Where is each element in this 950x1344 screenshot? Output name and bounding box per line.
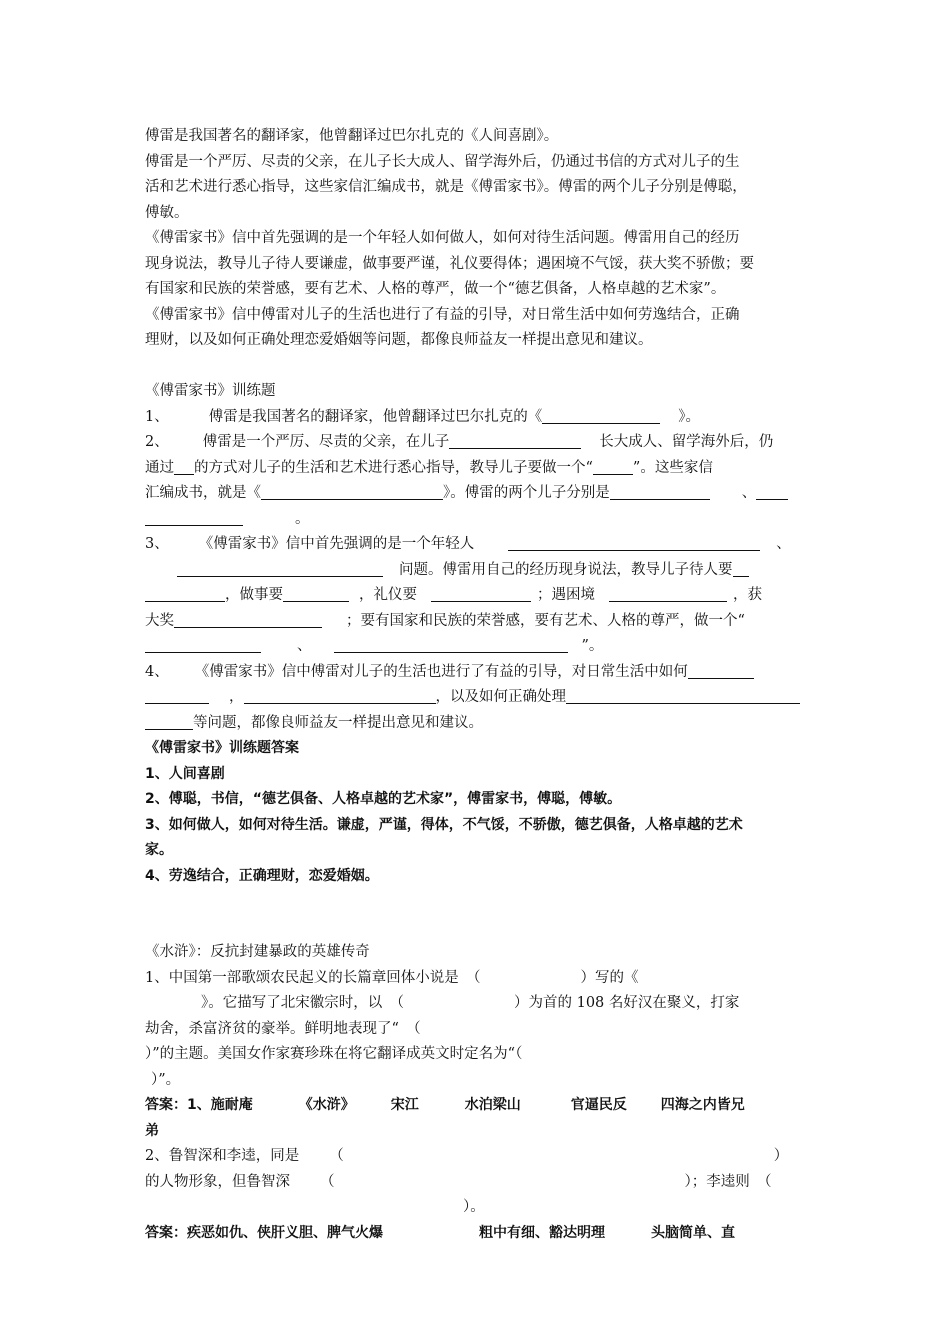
shuihu-answer-2: 答案：疾恶如仇、侠肝义胆、脾气火爆 粗中有细、豁达明理 头脑简单、直 (145, 1224, 735, 1241)
shuihu-q1-cont (145, 1068, 820, 1094)
q-text: 的人物形象，但鲁智深 (145, 1173, 290, 1190)
intro-line: 《傅雷家书》信中首先强调的是一个年轻人如何做人，如何对待生活问题。傅雷用自己的经历 (145, 230, 740, 246)
q-text: 2、鲁智深和李逵，同是 (145, 1148, 300, 1164)
answer-line: 1、人间喜剧 (145, 765, 225, 782)
q-text: 《傅雷家书》信中傅雷对儿子的生活也进行了有益的引导，对日常生活中如何 (194, 663, 688, 680)
q-number: 1、 (145, 408, 169, 425)
exercise-q2-cont (145, 456, 820, 482)
answer-line: 家。 (145, 842, 173, 858)
intro-line: 傅雷是我国著名的翻译家，他曾翻译过巴尔扎克的《人间喜剧》。 (145, 128, 559, 144)
exercise-q3-cont (145, 609, 820, 635)
q-text: 傅雷是一个严厉、尽责的父亲，在儿子 (202, 434, 450, 450)
q-text: ）写的《 (580, 969, 639, 986)
blank-line (145, 915, 820, 941)
q-text: ，以及如何正确处理 (435, 689, 566, 705)
answer-blank[interactable] (542, 406, 660, 424)
exercise-title: 《傅雷家书》训练题 (145, 383, 276, 399)
q-text: ）。 (463, 1199, 485, 1215)
q-text: ；遇困境 (537, 587, 595, 603)
shuihu-q2-cont (145, 1195, 820, 1221)
shuihu-title: 《水浒》：反抗封建暴政的英雄传奇 (145, 944, 370, 960)
document-page (145, 124, 820, 1246)
shuihu-answer-1-cont: 弟 (145, 1122, 159, 1139)
answer-blank[interactable] (145, 686, 209, 704)
intro-line: 理财，以及如何正确处理恋爱婚姻等问题，都像良师益友一样提出意见和建议。 (145, 332, 653, 348)
answer-blank[interactable] (145, 584, 225, 602)
answer-blank[interactable] (145, 635, 261, 653)
answer-blank[interactable] (508, 533, 760, 551)
answer-blank[interactable] (283, 584, 349, 602)
q-text: ，做事要 (225, 587, 283, 603)
exercise-q4-cont (145, 685, 820, 711)
exercise-q1 (145, 405, 820, 431)
answers-title: 《傅雷家书》训练题答案 (145, 740, 299, 756)
exercise-q3-cont (145, 583, 820, 609)
q-text: 的方式对儿子的生活和艺术进行悉心指导，教导儿子要做一个“ (194, 459, 593, 476)
intro-line: 活和艺术进行悉心指导，这些家信汇编成书，就是《傅雷家书》。傅雷的两个儿子分别是傅聪， (145, 179, 747, 195)
answer-line: 3、如何做人，如何对待生活。谦虚，严谨，得体，不气馁，不骄傲，德艺俱备，人格卓越的艺术 (145, 816, 743, 833)
q-text: 等问题，都像良师益友一样提出意见和建议。 (193, 714, 483, 731)
q-text: ） (773, 1148, 789, 1164)
q-number: 3、 (145, 536, 169, 552)
answer-blank[interactable] (244, 686, 436, 704)
answer-blank[interactable] (145, 712, 193, 730)
q-text: 》。 (678, 408, 700, 425)
blank-line (145, 354, 820, 380)
q-text: 傅雷是我国著名的翻译家，他曾翻译过巴尔扎克的《 (208, 408, 543, 425)
q-text: 、 (297, 638, 312, 654)
q-text: （ (329, 1148, 344, 1164)
q-text: 》。它描写了北宋徽宗时，以 （ (201, 995, 404, 1011)
q-text: ，礼仪要 (359, 587, 417, 603)
q-text: 》。傅雷的两个儿子分别是 (443, 485, 610, 501)
q-number: 2、 (145, 434, 169, 450)
q-text: ”。这些家信 (632, 459, 713, 476)
answer-blank[interactable] (174, 610, 322, 628)
answer-line: 4、劳逸结合，正确理财，恋爱婚姻。 (145, 867, 379, 884)
q-text: 通过 (145, 459, 174, 476)
shuihu-q1 (145, 966, 820, 992)
q-text: ）；李逵则 （ (684, 1173, 772, 1190)
q-text: 长大成人、留学海外后，仍 (599, 434, 774, 450)
q-text: 。 (295, 510, 310, 527)
answer-blank[interactable] (334, 635, 568, 653)
shuihu-q1-cont (145, 1017, 820, 1043)
answer-blank[interactable] (609, 584, 727, 602)
q-number: 4、 (145, 663, 169, 680)
exercise-q2-cont (145, 507, 820, 533)
intro-line: 傅敏。 (145, 204, 189, 221)
q-text: （ (320, 1173, 335, 1190)
q-text: 汇编成书，就是《 (145, 485, 261, 501)
q-text: 1、中国第一部歌颂农民起义的长篇章回体小说是 （ (145, 969, 481, 986)
shuihu-answer-1: 答案：1、施耐庵 《水浒》 宋江 水泊梁山 官逼民反 四海之内皆兄 (145, 1097, 745, 1113)
blank-line (145, 889, 820, 915)
shuihu-q2-cont (145, 1170, 820, 1196)
q-text: 大奖 (145, 612, 174, 629)
answer-blank[interactable] (566, 686, 800, 704)
intro-line: 有国家和民族的荣誉感，要有艺术、人格的尊严，做一个“德艺俱备，人格卓越的艺术家”。 (145, 281, 726, 297)
q-text: ）为首的 108 名好汉在聚义，打家 (514, 995, 740, 1011)
answer-blank[interactable] (593, 457, 633, 475)
answer-blank[interactable] (431, 584, 531, 602)
exercise-q3-cont (145, 634, 820, 660)
answer-blank[interactable] (756, 482, 788, 500)
shuihu-q1-cont (145, 991, 820, 1017)
intro-line: 傅雷是一个严厉、尽责的父亲，在儿子长大成人、留学海外后，仍通过书信的方式对儿子的生 (145, 153, 740, 170)
q-text: 劫舍，杀富济贫的豪举。鲜明地表现了“ （ (145, 1020, 421, 1037)
answer-blank[interactable] (261, 482, 443, 500)
answer-blank[interactable] (145, 508, 243, 526)
q-text: 问题。傅雷用自己的经历现身说法，教导儿子待人要 (399, 561, 733, 578)
exercise-q3 (145, 532, 820, 558)
exercise-q4-cont (145, 711, 820, 737)
q-text: ”。 (581, 638, 604, 654)
answer-blank[interactable] (177, 559, 383, 577)
q-text: 、 (776, 536, 791, 552)
intro-line: 现身说法，教导儿子待人要谦虚，做事要严谨，礼仪要得体；遇困境不气馁，获大奖不骄傲；要 (145, 255, 754, 272)
q-text: ；要有国家和民族的荣誉感，要有艺术、人格的尊严，做一个“ (346, 612, 745, 629)
shuihu-q1-cont (145, 1042, 820, 1068)
q-text: 、 (741, 485, 757, 501)
exercise-q2 (145, 430, 820, 456)
answer-blank[interactable] (449, 431, 581, 449)
shuihu-q2 (145, 1144, 820, 1170)
intro-line: 《傅雷家书》信中傅雷对儿子的生活也进行了有益的引导，对日常生活中如何劳逸结合，正确 (145, 306, 740, 323)
exercise-q2-cont (145, 481, 820, 507)
answer-line: 2、傅聪，书信，“德艺俱备、人格卓越的艺术家”，傅雷家书，傅聪，傅敏。 (145, 791, 622, 807)
exercise-q3-cont (145, 558, 820, 584)
q-text: ，获 (733, 587, 762, 603)
q-text: ）”。 (151, 1071, 181, 1088)
q-text: ）”的主题。美国女作家赛珍珠在将它翻译成英文时定名为“（ (145, 1046, 523, 1062)
q-text: ， (229, 689, 244, 705)
answer-blank[interactable] (174, 457, 194, 475)
answer-blank[interactable] (688, 661, 754, 679)
answer-blank[interactable] (610, 482, 710, 500)
exercise-q4 (145, 660, 820, 686)
q-text: 《傅雷家书》信中首先强调的是一个年轻人 (198, 536, 475, 552)
answer-blank[interactable] (733, 559, 749, 577)
